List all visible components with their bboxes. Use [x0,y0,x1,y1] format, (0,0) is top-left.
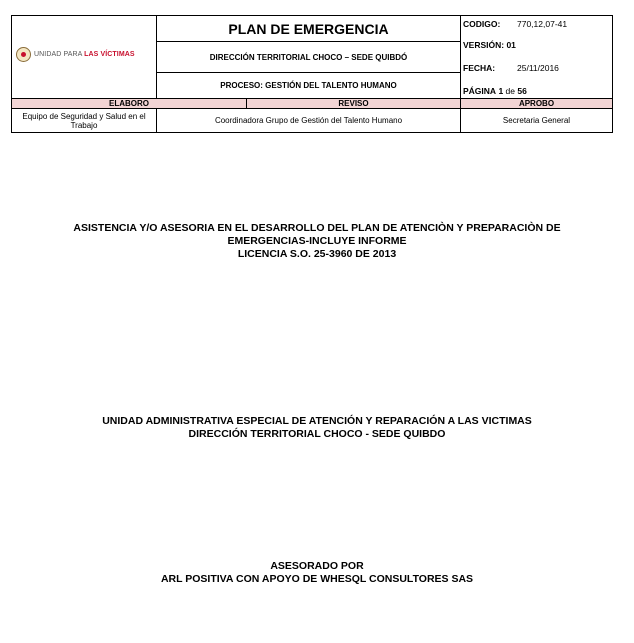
entity-block [0,415,634,441]
pagina-label: PÁGINA [463,86,497,96]
aprobo-header: APROBO [460,98,613,109]
fecha-label: FECHA: [463,63,496,73]
logo-text [34,51,135,58]
document-header [11,15,613,133]
pagina-row [463,86,527,96]
pagina-number: 1 [498,86,504,96]
main-title-line-3: LICENCIA S.O. 25-3960 DE 2013 [237,248,397,260]
elaboro-header: ELABORO [11,98,247,109]
codigo-value: 770,12,07-41 [517,19,568,29]
logo-cell [11,15,157,99]
version-row [463,40,516,50]
main-title-line-1: ASISTENCIA Y/O ASESORIA EN EL DESARROLLO DEL PLAN DE ATENCIÒN Y PREPARACIÒN DE [73,222,561,234]
entity-line-1: UNIDAD ADMINISTRATIVA ESPECIAL DE ATENCIÓN Y REPARACIÓN A LAS VICTIMAS [102,415,532,427]
process-label: PROCESO: GESTIÓN DEL TALENTO HUMANO [156,72,461,99]
elaboro-value: Equipo de Seguridad y Salud en el Trabajo [11,108,157,133]
version-label: VERSIÓN: 01 [463,40,516,50]
main-title-line-2: EMERGENCIAS-INCLUYE INFORME [227,235,407,247]
coat-of-arms-icon [16,47,31,62]
advisor-line-1: ASESORADO POR [270,560,364,572]
document-metadata [460,15,613,99]
pagina-total: 56 [517,86,527,96]
unidad-victimas-logo [16,47,135,62]
codigo-label: CODIGO: [463,19,501,29]
advisor-block [0,560,634,586]
codigo-row [463,19,568,29]
document-title: PLAN DE EMERGENCIA [156,15,461,42]
aprobo-value: Secretaria General [460,108,613,133]
entity-line-2: DIRECCIÓN TERRITORIAL CHOCO - SEDE QUIBDO [188,428,446,440]
reviso-value: Coordinadora Grupo de Gestión del Talento Humano [156,108,461,133]
reviso-header: REVISO [246,98,461,109]
pagina-de: de [505,86,516,96]
logo-text-part1: UNIDAD PARA [34,51,85,58]
direction-label: DIRECCIÓN TERRITORIAL CHOCO – SEDE QUIBDÓ [156,41,461,73]
advisor-line-2: ARL POSITIVA CON APOYO DE WHESQL CONSULTORES SAS [160,573,474,585]
logo-text-part2: LAS VÍCTIMAS [84,51,135,58]
fecha-value: 25/11/2016 [517,63,559,73]
main-title [0,222,634,261]
fecha-row [463,63,559,73]
